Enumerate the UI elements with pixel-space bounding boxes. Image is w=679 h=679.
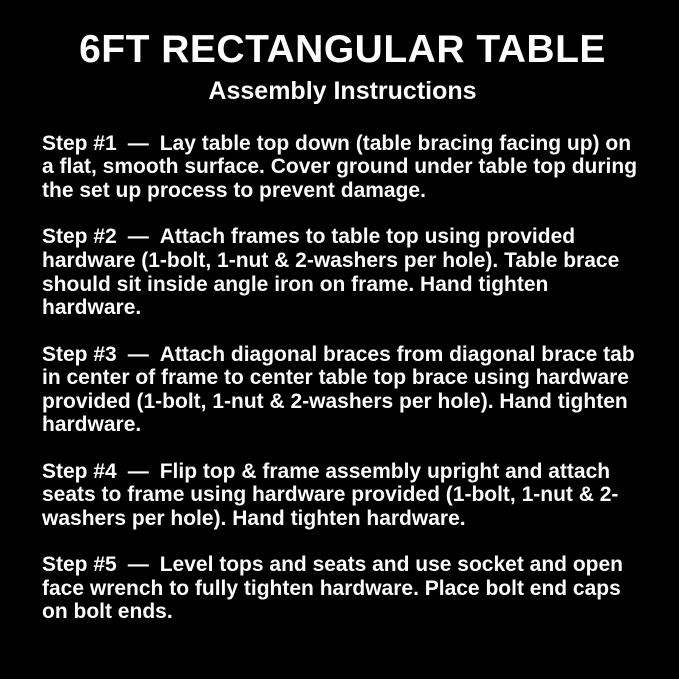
step-2 <box>42 225 642 319</box>
step-4-text: Flip top & frame assembly upright and attach seats to frame using hardware provided (1-bolt, 1-nut & 2-washers per hole). Hand tighten hardware. <box>42 459 619 530</box>
step-4-label: Step #4 <box>42 459 117 483</box>
step-4 <box>42 460 642 531</box>
step-1-text: Lay table top down (table bracing facing up) on a flat, smooth surface. Cover ground under table top during the set up process to prevent damage. <box>42 131 638 202</box>
step-1-label: Step #1 <box>42 131 117 155</box>
page-title: 6FT RECTANGULAR TABLE <box>79 28 606 71</box>
step-1-separator: — <box>127 131 149 155</box>
step-2-text: Attach frames to table top using provided hardware (1-bolt, 1-nut & 2-washers per hole). Table brace should sit inside angle iron on frame. Hand tighten hardware. <box>42 225 620 320</box>
step-1 <box>42 132 642 203</box>
step-3-separator: — <box>127 342 149 366</box>
step-2-label: Step #2 <box>42 225 117 249</box>
step-3 <box>42 343 642 437</box>
steps-list <box>42 132 642 624</box>
step-5-label: Step #5 <box>42 553 117 577</box>
step-3-text: Attach diagonal braces from diagonal brace tab in center of frame to center table top brace using hardware provided (1-bolt, 1-nut & 2-washers per hole). Hand tighten hardware. <box>42 342 635 437</box>
step-3-label: Step #3 <box>42 342 117 366</box>
step-5-text: Level tops and seats and use socket and open face wrench to fully tighten hardware. Place bolt end caps on bolt ends. <box>42 553 624 624</box>
page-subtitle: Assembly Instructions <box>208 76 477 105</box>
step-5-separator: — <box>127 553 149 577</box>
step-2-separator: — <box>127 225 149 249</box>
step-5 <box>42 553 642 624</box>
header <box>42 30 643 106</box>
step-4-separator: — <box>127 459 149 483</box>
